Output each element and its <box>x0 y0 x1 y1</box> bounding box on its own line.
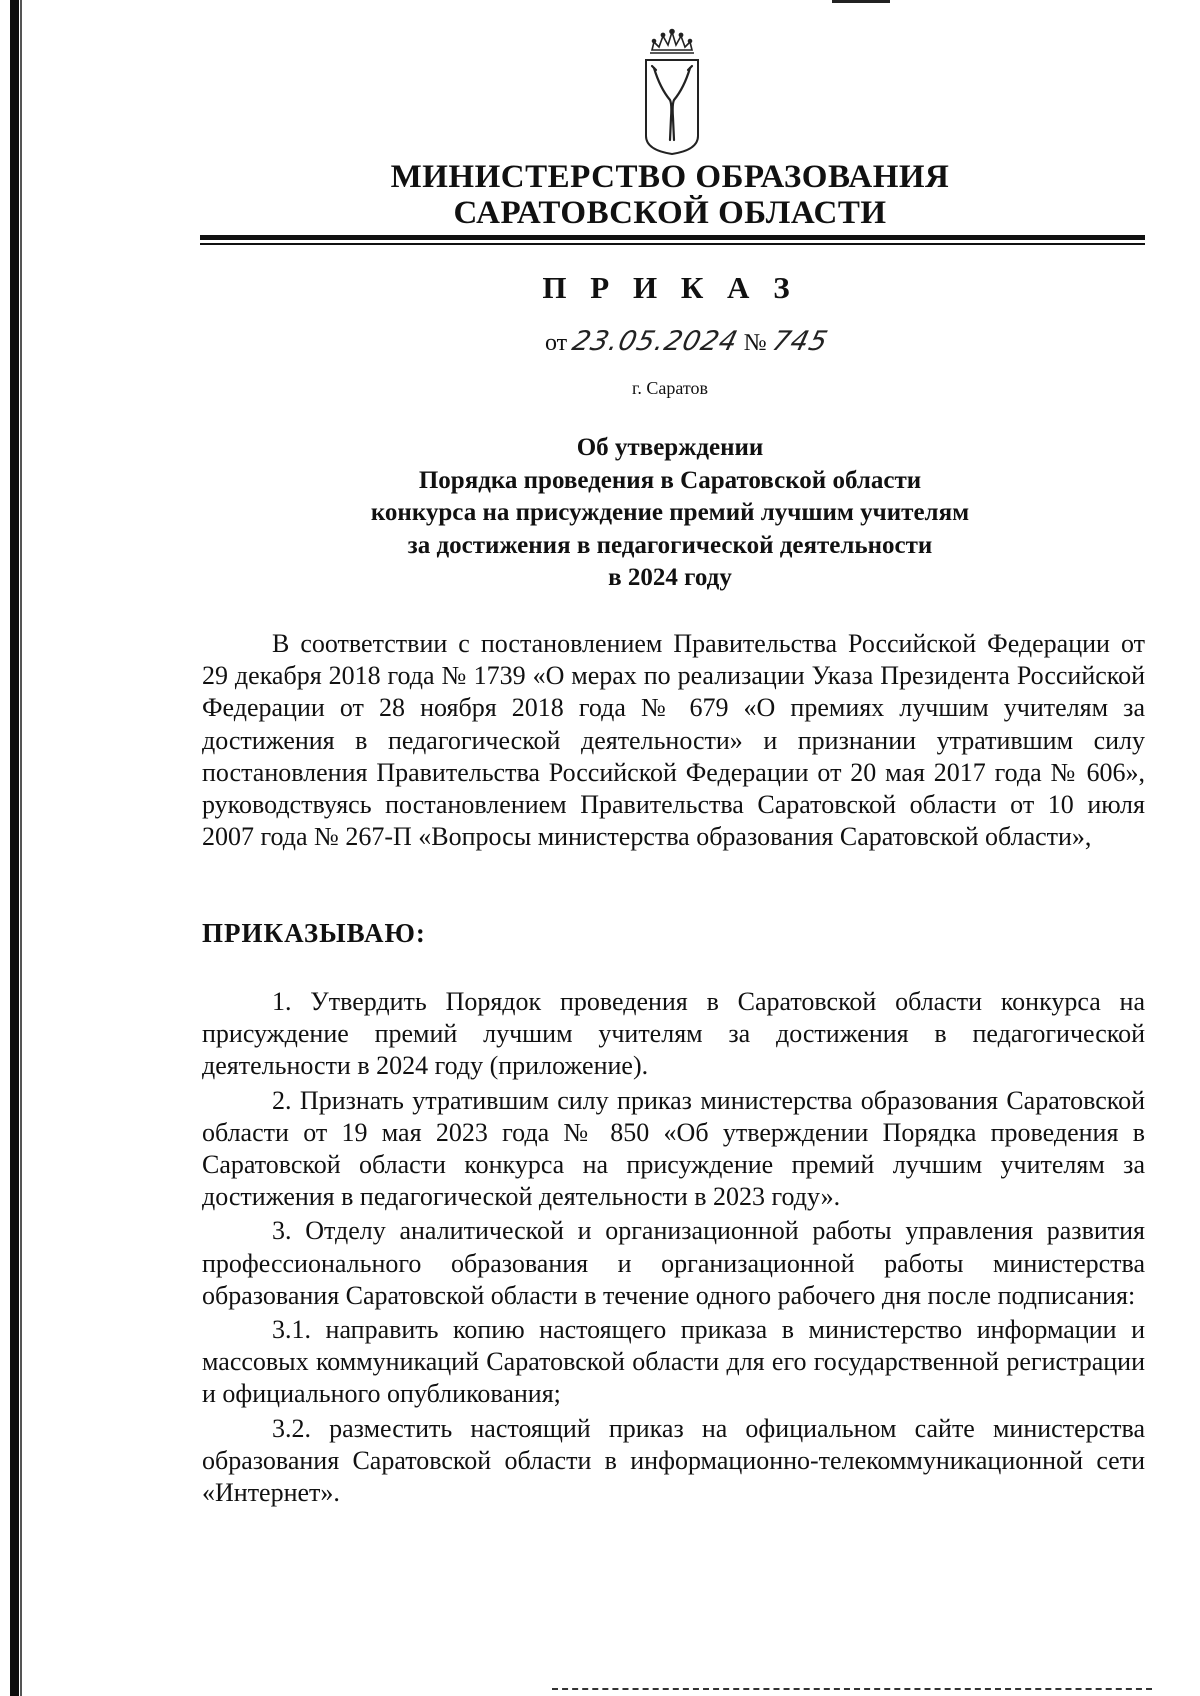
saratov-coat-of-arms-icon <box>630 28 714 156</box>
header-divider-thin <box>200 243 1145 245</box>
title-line: в 2024 году <box>608 564 732 591</box>
order-items <box>202 986 1145 1511</box>
order-title <box>200 432 1140 595</box>
preamble-section <box>202 628 1145 853</box>
header-divider-thick <box>200 235 1145 240</box>
title-line: конкурса на присуждение премий лучшим учителям <box>370 499 970 526</box>
order-item-3: 3. Отделу аналитической и организационной работы управления развития профессионального образования и организационной работы министерства образования Саратовской области в течение одного рабочего дня после подписания: <box>202 1216 1145 1310</box>
handwritten-number: 745 <box>768 326 832 357</box>
title-line: Об утверждении <box>576 434 764 461</box>
handwritten-date: 23.05.2024 <box>569 326 742 357</box>
ministry-name-line1: МИНИСТЕРСТВО ОБРАЗОВАНИЯ <box>390 159 950 195</box>
city-label: г. Саратов <box>632 378 708 398</box>
order-item-3-1: 3.1. направить копию настоящего приказа в министерство информации и массовых коммуникаций Саратовской области для его государственной регистрации и официального опубликования; <box>202 1315 1145 1409</box>
document-type-heading: П Р И К А З <box>542 270 798 305</box>
title-line: за достижения в педагогической деятельности <box>407 531 933 559</box>
number-prefix: № <box>743 330 767 356</box>
preamble-paragraph: В соответствии с постановлением Правительства Российской Федерации от 29 декабря 2018 года № 1739 «О мерах по реализации Указа Президента Российской Федерации от 28 ноября 2018 года № 679 «О премиях лучшим учителям за достижения в педагогической деятельности» и признании утратившим силу постановления Правительства Российской Федерации от 20 мая 2017 года № 606», руководствуясь постановлением Правительства Саратовской области от 10 июля 2007 года № 267-П «Вопросы министерства образования Саратовской области», <box>202 629 1145 852</box>
title-line: Порядка проведения в Саратовской области <box>418 466 922 494</box>
order-item-2: 2. Признать утратившим силу приказ министерства образования Саратовской области от 19 мая 2023 года № 850 «Об утверждении Порядка проведения в Саратовской области конкурса на присуждение премий лучшим учителям за достижения в педагогической деятельности в 2023 году». <box>202 1085 1145 1212</box>
order-item-3-2: 3.2. разместить настоящий приказ на официальном сайте министерства образования Саратовской области в информационно-телекоммуникационной сети «Интернет». <box>202 1413 1145 1508</box>
scan-edge-left <box>10 0 19 1696</box>
scan-mark-bottom <box>552 1688 1152 1692</box>
date-prefix: от <box>545 330 568 356</box>
ministry-name-line2: САРАТОВСКОЙ ОБЛАСТИ <box>453 195 887 231</box>
order-date-number <box>545 326 832 366</box>
scan-edge-shadow <box>20 0 22 1696</box>
directive-heading: ПРИКАЗЫВАЮ: <box>202 918 426 948</box>
scan-mark-top <box>832 0 890 3</box>
order-item-1: 1. Утвердить Порядок проведения в Саратовской области конкурса на присуждение премий лучшим учителям за достижения в педагогической деятельности в 2024 году (приложение). <box>202 987 1145 1081</box>
